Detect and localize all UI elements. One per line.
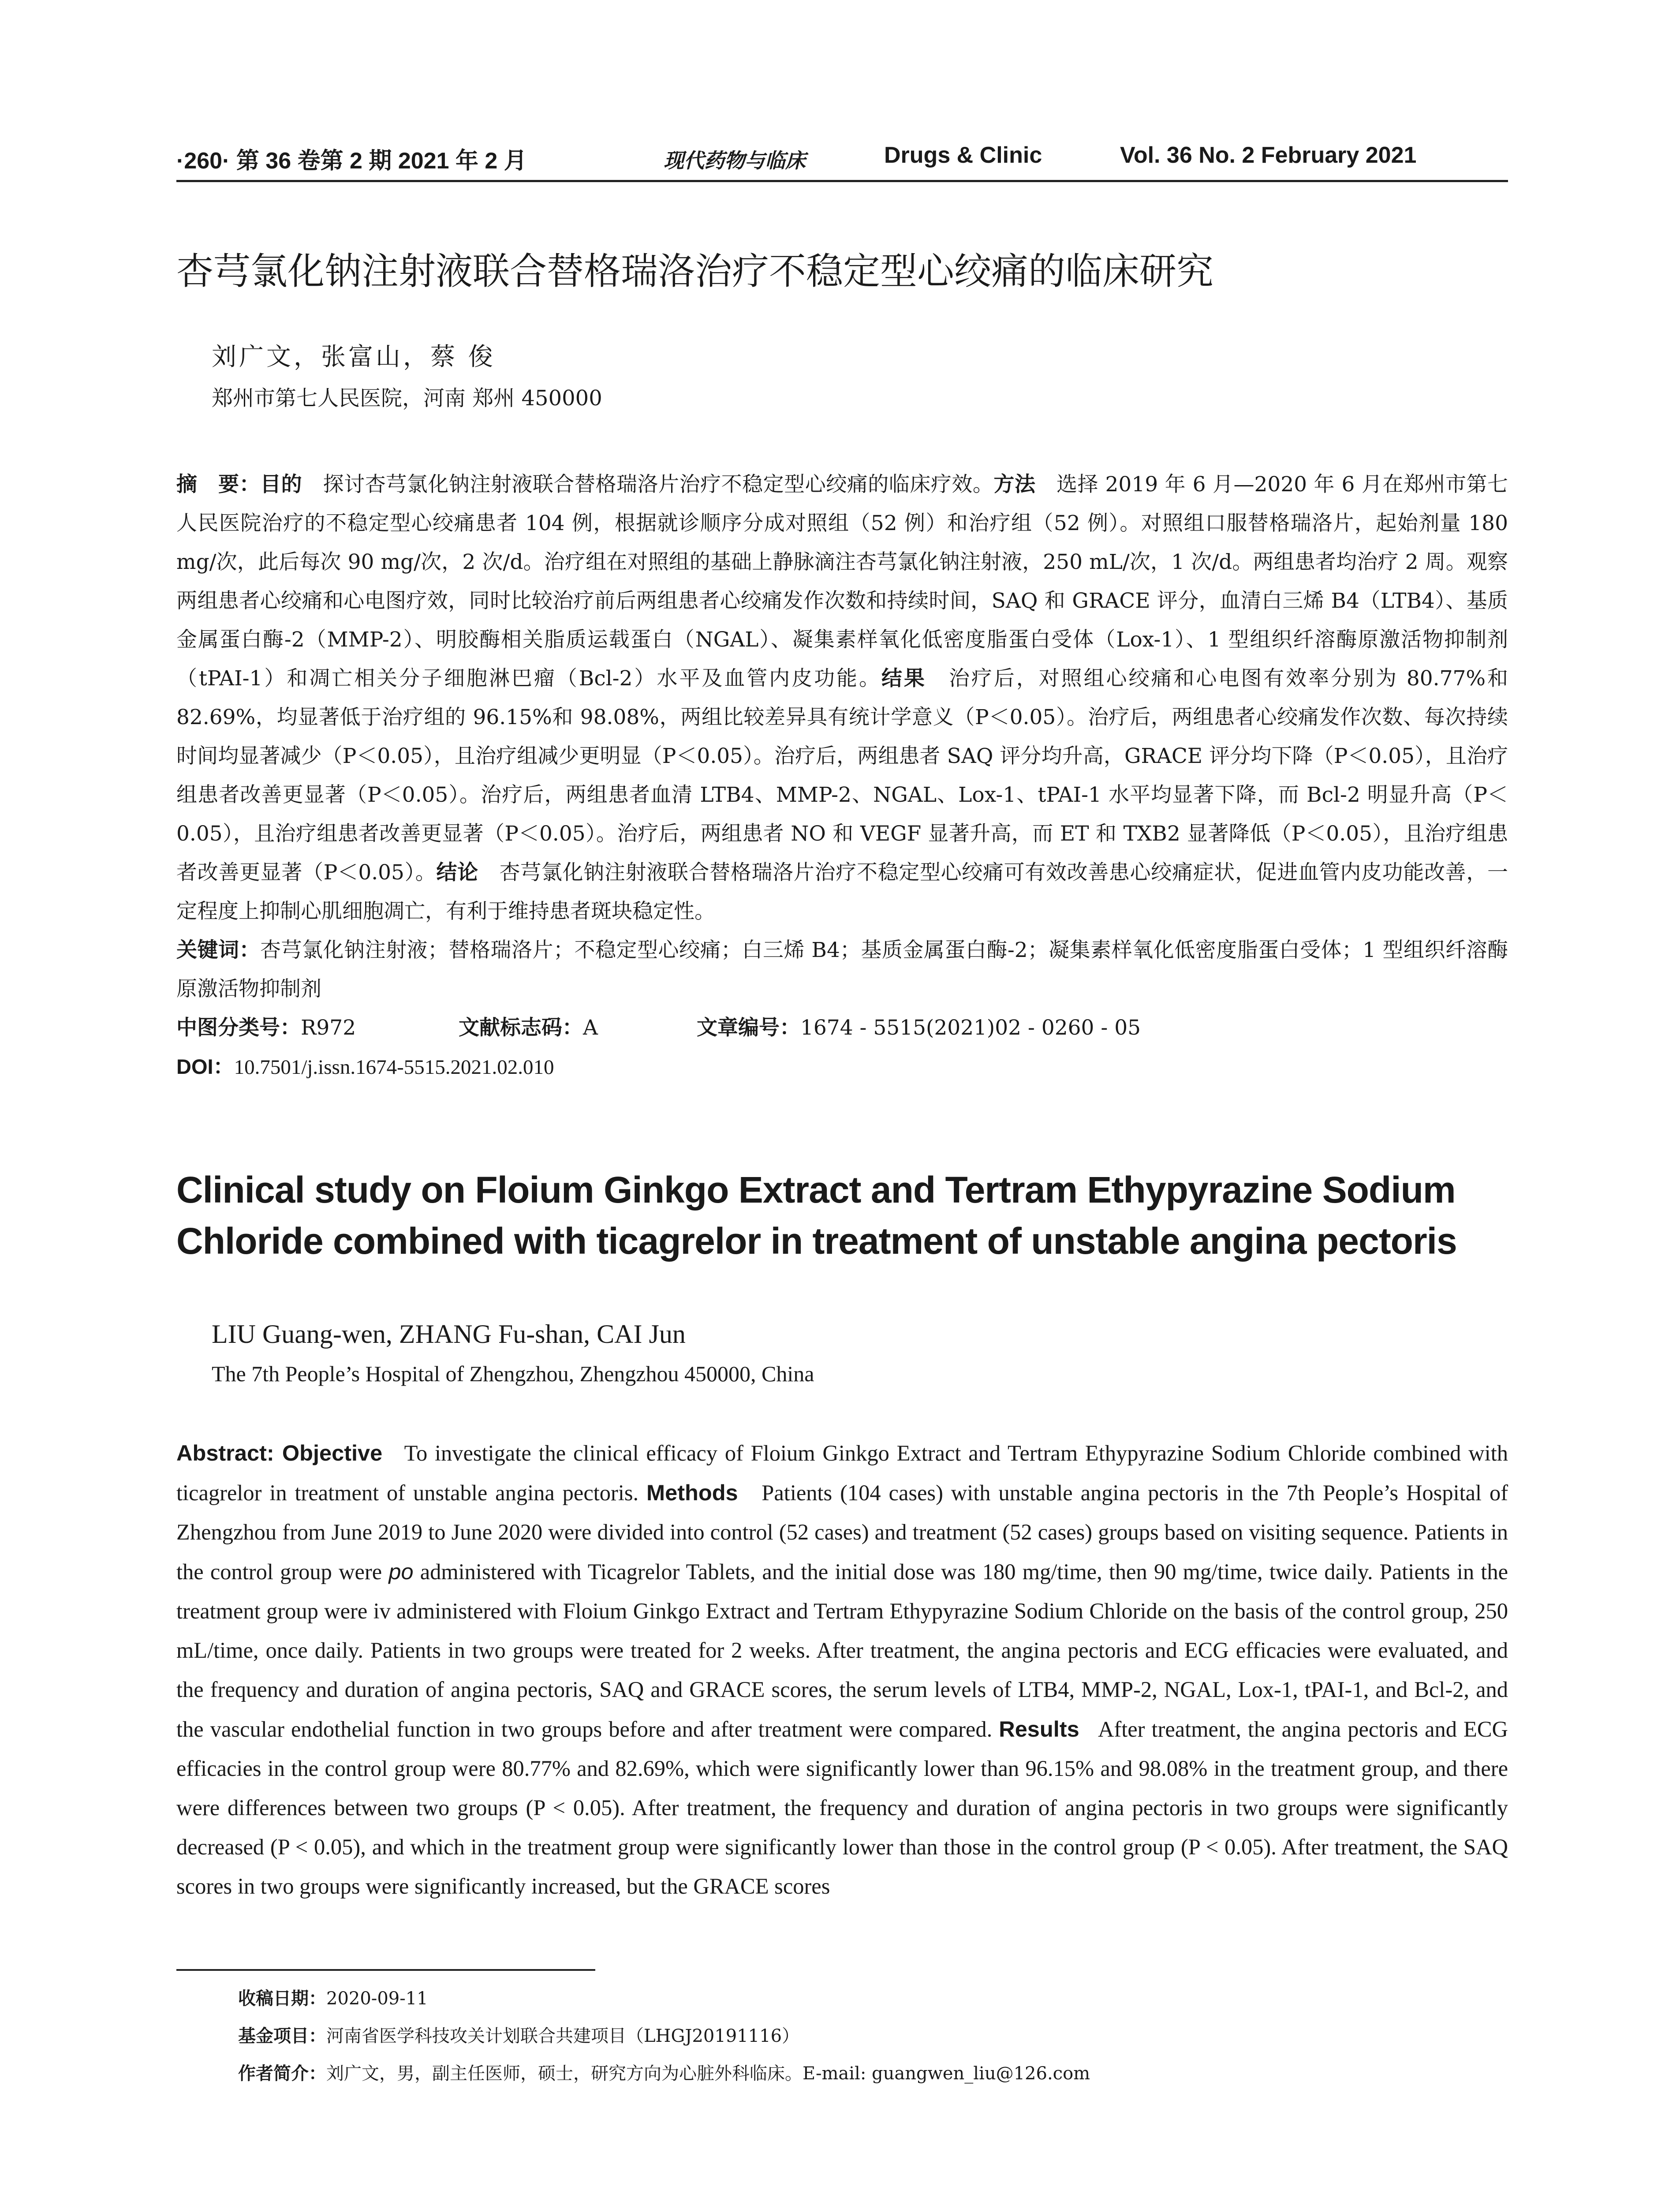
footnote-received <box>238 1980 1473 2018</box>
clc-label: 中图分类号： <box>176 1016 301 1040</box>
received-label: 收稿日期： <box>238 1988 326 2009</box>
methods-en-text-2: administered with Ticagrelor Tablets, and the initial dose was 180 mg/time, then 90 mg/time, twice daily. Patients in the treatment group were iv administered with Floium Ginkgo Extract and Tertram Ethypyrazine Sodium Chloride on the basis of the control group, 250 mL/time, once daily. Patients in two groups were treated for 2 weeks. After treatment, the angina pectoris and ECG efficacies were evaluated, and the frequency and duration of angina pectoris, SAQ and GRACE scores, the serum levels of LTB4, MMP-2, NGAL, Lox-1, tPAI-1, and Bcl-2, and the vascular endothelial function in two groups before and after treatment were compared. <box>176 1559 1508 1742</box>
results-en-label: Results <box>999 1716 1079 1742</box>
conclusion-cn-label: 结论 <box>436 860 478 885</box>
article-no-value: 1674 - 5515(2021)02 - 0260 - 05 <box>800 1016 1141 1040</box>
keywords-cn-text: 杏芎氯化钠注射液；替格瑞洛片；不稳定型心绞痛；白三烯 B4；基质金属蛋白酶-2；凝集素样氧化低密度脂蛋白受体；1 型组织纤溶酶原激活物抑制剂 <box>176 938 1508 1001</box>
footnote-author <box>238 2055 1473 2093</box>
methods-en-text-1: Patients (104 cases) with unstable angina pectoris in the 7th People’s Hospital of Zhengzhou from June 2019 to June 2020 were divided into control (52 cases) and treatment (52 cases) groups based on visiting sequence. Patients in the control group were <box>176 1480 1508 1584</box>
doi-label: DOI： <box>176 1055 234 1078</box>
article-no-label: 文章编号： <box>697 1016 800 1040</box>
abstract-en-body <box>176 1433 1508 1906</box>
methods-cn-text: 选择 2019 年 6 月—2020 年 6 月在郑州市第七人民医院治疗的不稳定型心绞痛患者 104 例，根据就诊顺序分成对照组（52 例）和治疗组（52 例）。对照组口服替格瑞洛片，起始剂量 180 mg/次，此后每次 90 mg/次，2 次/d。治疗组在对照组的基础上静脉滴注杏芎氯化钠注射液，250 mL/次，1 次/d。两组患者均治疗 2 周。观察两组患者心绞痛和心电图疗效，同时比较治疗前后两组患者心绞痛发作次数和持续时间，SAQ 和 GRACE 评分，血清白三烯 B4（LTB4）、基质金属蛋白酶-2（MMP-2）、明胶酶相关脂质运载蛋白（NGAL）、凝集素样氧化低密度脂蛋白受体（Lox-1）、1 型组织纤溶酶原激活物抑制剂（tPAI-1）和凋亡相关分子细胞淋巴瘤（Bcl-2）水平及血管内皮功能。 <box>176 472 1508 691</box>
footnote-fund <box>238 2018 1473 2055</box>
doc-code-label: 文献标志码： <box>459 1016 583 1040</box>
received-value: 2020-09-11 <box>326 1988 428 2009</box>
methods-cn-label: 方法 <box>993 472 1036 497</box>
keywords-cn-label: 关键词： <box>176 938 260 962</box>
classification-row <box>176 1009 1508 1047</box>
clc-value: R972 <box>301 1016 356 1040</box>
abstract-cn-body <box>176 465 1508 931</box>
abstract-cn-label: 摘 要： <box>176 472 261 497</box>
abstract-cn <box>176 465 1508 1086</box>
running-head-page: ·260· 第 36 卷第 2 期 2021 年 2 月 <box>176 148 527 174</box>
affiliation-en: The 7th People’s Hospital of Zhengzhou, Zhengzhou 450000, China <box>212 1361 814 1386</box>
footnotes <box>238 1980 1473 2093</box>
fund-label: 基金项目： <box>238 2026 326 2046</box>
abstract-en <box>176 1433 1508 1906</box>
title-en: Clinical study on Floium Ginkgo Extract and Tertram Ethypyrazine Sodium Chloride combined with ticagrelor in treatment of unstable angina pectoris <box>176 1169 1457 1262</box>
objective-cn-text: 探讨杏芎氯化钠注射液联合替格瑞洛片治疗不稳定型心绞痛的临床疗效。 <box>323 472 994 497</box>
conclusion-cn-text: 杏芎氯化钠注射液联合替格瑞洛片治疗不稳定型心绞痛可有效改善患心绞痛症状，促进血管内皮功能改善，一定程度上抑制心肌细胞凋亡，有利于维持患者斑块稳定性。 <box>176 860 1508 923</box>
doc-code-value: A <box>583 1016 598 1040</box>
results-cn-text: 治疗后，对照组心绞痛和心电图有效率分别为 80.77%和 82.69%，均显著低于治疗组的 96.15%和 98.08%，两组比较差异具有统计学意义（P＜0.05）。治疗后，两组患者心绞痛发作次数、每次持续时间均显著减少（P＜0.05），且治疗组减少更明显（P＜0.05）。治疗后，两组患者 SAQ 评分均升高，GRACE 评分均下降（P＜0.05），且治疗组患者改善更显著（P＜0.05）。治疗后，两组患者血清 LTB4、MMP-2、NGAL、Lox-1、tPAI-1 水平均显著下降，而 Bcl-2 明显升高（P＜0.05），且治疗组患者改善更显著（P＜0.05）。治疗后，两组患者 NO 和 VEGF 显著升高，而 ET 和 TXB2 显著降低（P＜0.05），且治疗组患者改善更显著（P＜0.05）。 <box>176 666 1508 885</box>
doi-row <box>176 1047 1508 1086</box>
results-en-text: After treatment, the angina pectoris and ECG efficacies in the control group were 80.77% and 82.69%, which were significantly lower than 96.15% and 98.08% in the treatment group, and there were differences between two groups (P < 0.05). After treatment, the frequency and duration of angina pectoris in two groups were significantly decreased (P < 0.05), and which in the treatment group were significantly lower than those in the control group (P < 0.05). After treatment, the SAQ scores in two groups were significantly increased, but the GRACE scores <box>176 1717 1508 1899</box>
keywords-cn <box>176 931 1508 1009</box>
objective-cn-label: 目的 <box>260 472 302 497</box>
author-bio-label: 作者简介： <box>238 2063 326 2084</box>
results-cn-label: 结果 <box>881 666 926 691</box>
running-head <box>176 140 1508 182</box>
running-head-journal-en: Drugs & Clinic <box>884 142 1042 168</box>
authors-en: LIU Guang-wen, ZHANG Fu-shan, CAI Jun <box>212 1319 686 1349</box>
running-head-journal-cn: 现代药物与临床 <box>664 149 806 172</box>
affiliation-cn: 郑州市第七人民医院，河南 郑州 450000 <box>212 386 602 411</box>
objective-en-text: To investigate the clinical efficacy of Floium Ginkgo Extract and Tertram Ethypyrazine Sodium Chloride combined with ticagrelor in treatment of unstable angina pectoris. <box>176 1441 1508 1505</box>
footnote-divider <box>176 1969 595 1971</box>
methods-en-po: po <box>388 1559 414 1584</box>
doi-value[interactable]: 10.7501/j.issn.1674-5515.2021.02.010 <box>234 1056 554 1079</box>
authors-cn: 刘广文，张富山，蔡 俊 <box>212 343 496 371</box>
title-cn: 杏芎氯化钠注射液联合替格瑞洛治疗不稳定型心绞痛的临床研究 <box>176 250 1214 293</box>
running-head-volume: Vol. 36 No. 2 February 2021 <box>1120 142 1417 168</box>
abstract-en-label: Abstract: <box>176 1440 282 1465</box>
methods-en-label: Methods <box>646 1480 738 1505</box>
fund-value: 河南省医学科技攻关计划联合共建项目（LHGJ20191116） <box>326 2026 800 2046</box>
objective-en-label: Objective <box>282 1440 383 1465</box>
author-bio-value: 刘广文，男，副主任医师，硕士，研究方向为心脏外科临床。E-mail: guangwen_liu@126.com <box>326 2063 1090 2084</box>
